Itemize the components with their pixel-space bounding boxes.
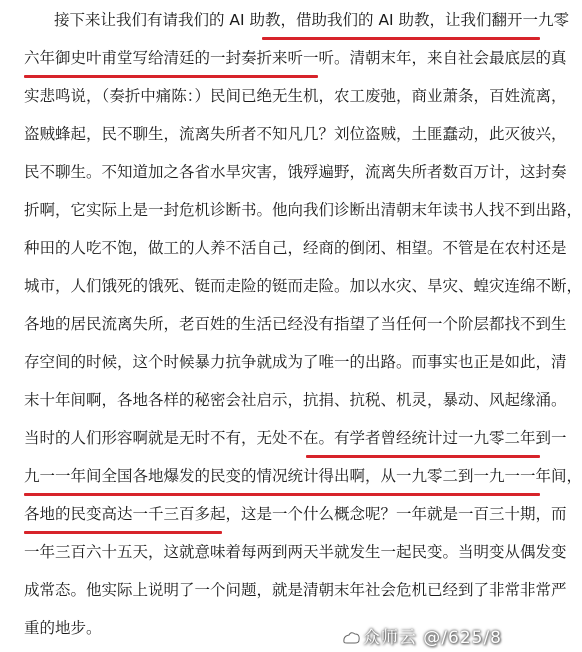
text-line-8: 城市，人们饿死的饿死、铤而走险的铤而走险。加以水灾、旱灾、蝗灾连绵不断， xyxy=(24,277,582,295)
highlight-underline-5 xyxy=(24,531,222,534)
line-12-highlight: 有学者曾经统计过一九零二年到一 xyxy=(334,429,567,447)
text-line-9: 各地的居民流离失所，老百姓的生活已经没有指望了当任何一个阶层都找不到生 xyxy=(24,315,567,333)
text-line-10: 存空间的时候，这个时候暴力抗争就成为了唯一的出路。而事实也正是如此，清 xyxy=(24,353,567,371)
line-14-highlight: 各地的民变高达一千三百多起， xyxy=(24,505,242,523)
highlight-underline-2 xyxy=(24,75,318,78)
line-12-plain: 当时的人们形容啊就是无时不有，无处不在。 xyxy=(24,429,335,447)
text-line-15: 一年三百六十五天，这就意味着每两到两天半就发生一起民变。当明变从偶发变 xyxy=(24,543,567,561)
text-line-7: 种田的人吃不饱，做工的人养不活自己，经商的倒闭、相望。不管是在农村还是 xyxy=(24,239,567,257)
text-line-2 xyxy=(24,42,567,74)
text-line-4: 盗贼蜂起，民不聊生，流离失所者不知凡几？刘位盗贼，土匪蠢动，此灭彼兴， xyxy=(24,125,567,143)
text-line-3: 实悲鸣说，（奏折中痛陈：）民间已绝无生机，农工废弛，商业萧条，百姓流离， xyxy=(24,87,567,105)
line-1-highlight: 借助我们的 AI 助教，让我们翻开一九零 xyxy=(296,11,570,29)
watermark xyxy=(341,623,502,648)
text-line-5: 民不聊生。不知道加之各省水旱灾害，饿殍遍野，流离失所者数百万计，这封奏 xyxy=(24,163,567,181)
line-1-plain: 接下来让我们有请我们的 AI 助教， xyxy=(54,11,297,29)
line-2-plain: 清朝末年，来自社会最底层的真 xyxy=(349,49,567,67)
text-line-17: 重的地步。 xyxy=(24,619,102,637)
text-line-16: 成常态。他实际上说明了一个问题，就是清朝末年社会危机已经到了非常非常严 xyxy=(24,581,567,599)
highlight-underline-3 xyxy=(306,455,540,458)
text-line-14 xyxy=(24,498,567,530)
line-14-plain: 这是一个什么概念呢？一年就是一百三十期，而 xyxy=(241,505,567,523)
highlight-underline-4 xyxy=(24,493,540,496)
text-line-12 xyxy=(24,422,567,454)
text-line-11: 末十年间啊，各地各样的秘密会社启示，抗捐、抗税、机灵，暴动、风起缘涌。 xyxy=(24,391,567,409)
text-line-13: 九一一年间全国各地爆发的民变的情况统计得出啊，从一九零二到一九一一年间， xyxy=(24,467,582,485)
text-line-1 xyxy=(54,4,570,36)
watermark-logo-icon xyxy=(341,630,361,646)
line-2-highlight: 六年御史叶甫堂写给清廷的一封奏折来听一听。 xyxy=(24,49,350,67)
watermark-text: 众师云 @/625/8 xyxy=(362,628,502,648)
highlight-underline-1 xyxy=(262,37,540,40)
text-line-6: 折啊，它实际上是一封危机诊断书。他向我们诊断出清朝末年读书人找不到出路， xyxy=(24,201,582,219)
